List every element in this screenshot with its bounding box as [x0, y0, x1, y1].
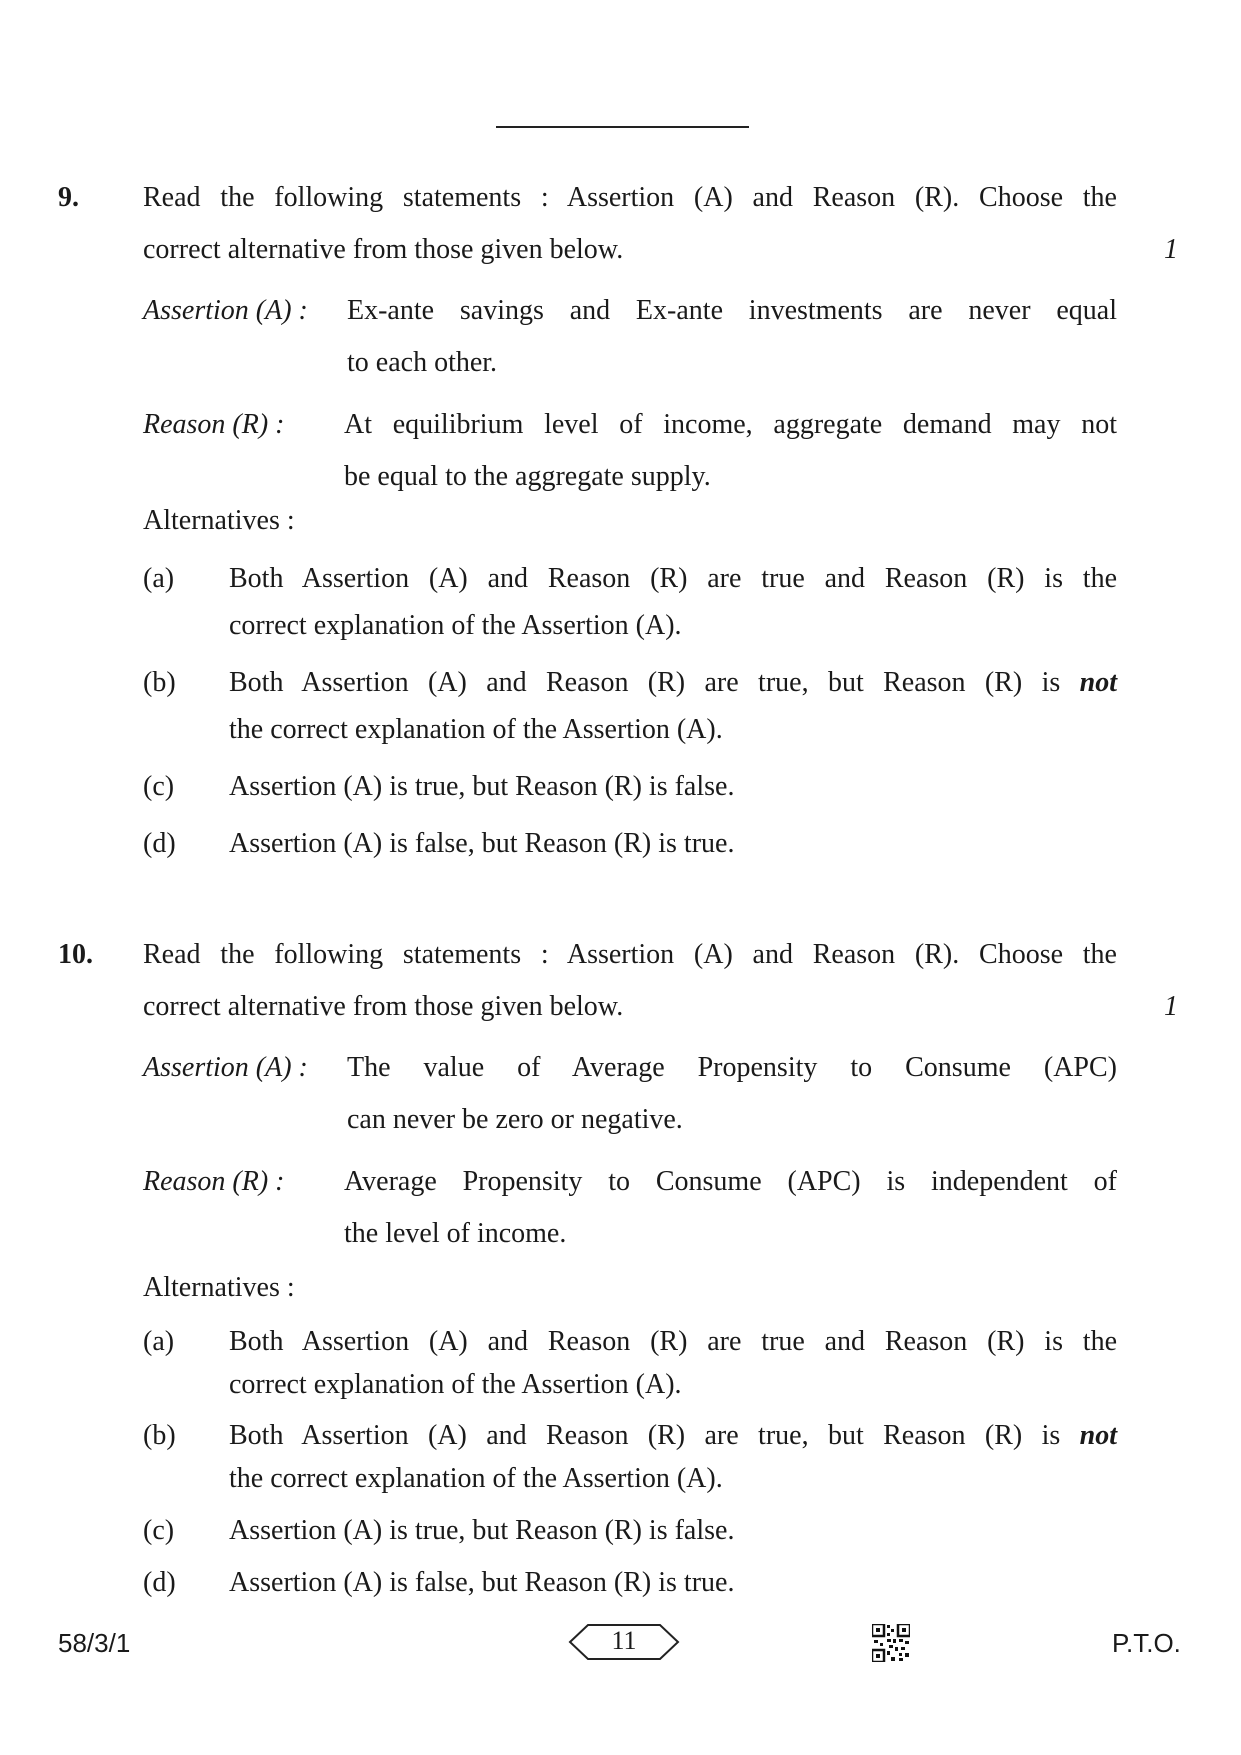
reason-text: be equal to the aggregate supply.: [344, 461, 711, 492]
reason-label: Reason (R) :: [143, 409, 285, 440]
option-emphasis: not: [1079, 1420, 1117, 1451]
assertion-text: The value of Average Propensity to Consume (APC): [347, 1052, 1117, 1083]
paper-code: 58/3/1: [58, 1628, 131, 1658]
assertion-label: Assertion (A) :: [143, 1052, 308, 1083]
page-number-badge: [568, 1622, 680, 1662]
option-text: the correct explanation of the Assertion (A).: [229, 714, 723, 745]
question-marks: 1: [1164, 234, 1178, 265]
assertion-text: Ex-ante savings and Ex-ante investments are never equal: [347, 295, 1117, 326]
option-text: Assertion (A) is false, but Reason (R) is true.: [229, 828, 735, 859]
question-marks: 1: [1164, 991, 1178, 1022]
assertion-label: Assertion (A) :: [143, 295, 308, 326]
option-key: (d): [143, 828, 176, 859]
option-text-part: Both Assertion (A) and Reason (R) are true, but Reason (R) is: [229, 1420, 1080, 1451]
option-text-part: Both Assertion (A) and Reason (R) are true, but Reason (R) is: [229, 667, 1080, 698]
alternatives-label: Alternatives :: [143, 1272, 295, 1303]
option-text: Assertion (A) is true, but Reason (R) is false.: [229, 771, 735, 802]
question-number: 9.: [58, 182, 79, 213]
option-text: correct explanation of the Assertion (A).: [229, 610, 682, 641]
option-key: (c): [143, 771, 175, 802]
option-text: Both Assertion (A) and Reason (R) are true and Reason (R) is the: [229, 563, 1117, 594]
option-text: [229, 667, 1117, 699]
top-rule: [496, 126, 749, 128]
option-emphasis: not: [1079, 667, 1117, 698]
page-number: 11: [611, 1626, 637, 1655]
option-text: [229, 1420, 1117, 1452]
reason-label: Reason (R) :: [143, 1166, 285, 1197]
question-stem-line: correct alternative from those given below.: [143, 991, 624, 1022]
assertion-text: can never be zero or negative.: [347, 1104, 683, 1135]
option-key: (d): [143, 1567, 176, 1598]
reason-text: At equilibrium level of income, aggregate demand may not: [344, 409, 1117, 440]
reason-text: the level of income.: [344, 1218, 567, 1249]
option-key: (a): [143, 1326, 175, 1357]
option-text: Both Assertion (A) and Reason (R) are true and Reason (R) is the: [229, 1326, 1117, 1357]
qr-code-icon: [872, 1624, 910, 1662]
reason-text: Average Propensity to Consume (APC) is independent of: [344, 1166, 1117, 1197]
question-stem-line: correct alternative from those given below.: [143, 234, 624, 265]
alternatives-label: Alternatives :: [143, 505, 295, 536]
option-text: Assertion (A) is true, but Reason (R) is false.: [229, 1515, 735, 1546]
question-stem-line: Read the following statements : Assertion (A) and Reason (R). Choose the: [143, 939, 1117, 970]
question-number: 10.: [58, 939, 93, 970]
assertion-text: to each other.: [347, 347, 498, 378]
option-text: Assertion (A) is false, but Reason (R) is true.: [229, 1567, 735, 1598]
please-turn-over: P.T.O.: [1112, 1628, 1181, 1658]
question-stem-line: Read the following statements : Assertion (A) and Reason (R). Choose the: [143, 182, 1117, 213]
option-key: (c): [143, 1515, 175, 1546]
option-text: the correct explanation of the Assertion (A).: [229, 1463, 723, 1494]
option-key: (a): [143, 563, 175, 594]
option-key: (b): [143, 667, 176, 698]
option-key: (b): [143, 1420, 176, 1451]
option-text: correct explanation of the Assertion (A).: [229, 1369, 682, 1400]
